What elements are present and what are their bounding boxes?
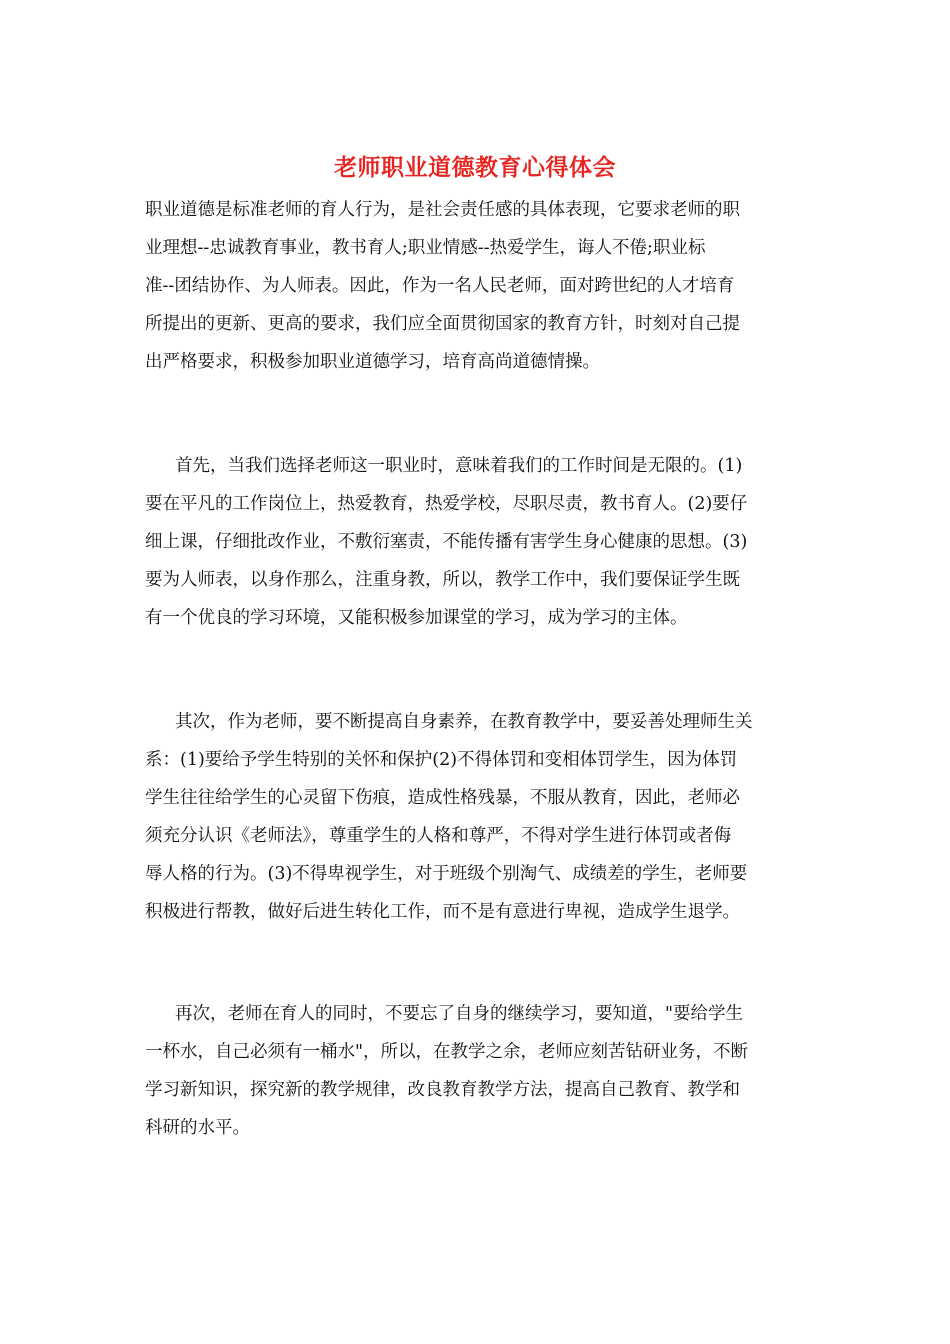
text-line: 要在平凡的工作岗位上，热爱教育，热爱学校，尽职尽责，教书育人。(2)要仔 [145, 494, 748, 514]
text-line: 所提出的更新、更高的要求，我们应全面贯彻国家的教育方针，时刻对自己提 [145, 314, 740, 334]
text-line: 有一个优良的学习环境，又能积极参加课堂的学习，成为学习的主体。 [145, 608, 688, 628]
text-line: 学生往往给学生的心灵留下伤痕，造成性格残暴，不服从教育，因此，老师必 [145, 788, 740, 808]
text-line: 出严格要求，积极参加职业道德学习，培育高尚道德情操。 [145, 352, 600, 372]
text-line: 系：(1)要给予学生特别的关怀和保护(2)不得体罚和变相体罚学生，因为体罚 [145, 750, 738, 770]
text-line: 其次，作为老师，要不断提高自身素养，在教育教学中，要妥善处理师生关 [175, 712, 753, 732]
text-line: 再次，老师在育人的同时，不要忘了自身的继续学习，要知道，"要给学生 [175, 1004, 744, 1024]
text-line: 积极进行帮教，做好后进生转化工作，而不是有意进行卑视，造成学生退学。 [145, 902, 740, 922]
text-line: 学习新知识，探究新的教学规律，改良教育教学方法，提高自己教育、教学和 [145, 1080, 740, 1100]
text-line: 一杯水，自己必须有一桶水"，所以，在教学之余，老师应刻苦钻研业务，不断 [145, 1042, 749, 1062]
document-title: 老师职业道德教育心得体会 [334, 154, 616, 181]
text-line: 要为人师表，以身作那么，注重身教，所以，教学工作中，我们要保证学生既 [145, 570, 740, 590]
text-line: 首先，当我们选择老师这一职业时，意味着我们的工作时间是无限的。(1) [175, 456, 743, 476]
text-line: 科研的水平。 [145, 1118, 250, 1138]
text-line: 业理想--忠诚教育事业，教书育人;职业情感--热爱学生，诲人不倦;职业标 [145, 238, 706, 258]
text-line: 细上课，仔细批改作业，不敷衍塞责，不能传播有害学生身心健康的思想。(3) [145, 532, 748, 552]
text-line: 准--团结协作、为人师表。因此，作为一名人民老师，面对跨世纪的人才培育 [145, 276, 735, 296]
text-line: 辱人格的行为。(3)不得卑视学生，对于班级个别淘气、成绩差的学生，老师要 [145, 864, 748, 884]
text-line: 职业道德是标准老师的育人行为，是社会责任感的具体表现，它要求老师的职 [145, 200, 740, 220]
text-line: 须充分认识《老师法》，尊重学生的人格和尊严，不得对学生进行体罚或者侮 [145, 826, 732, 846]
